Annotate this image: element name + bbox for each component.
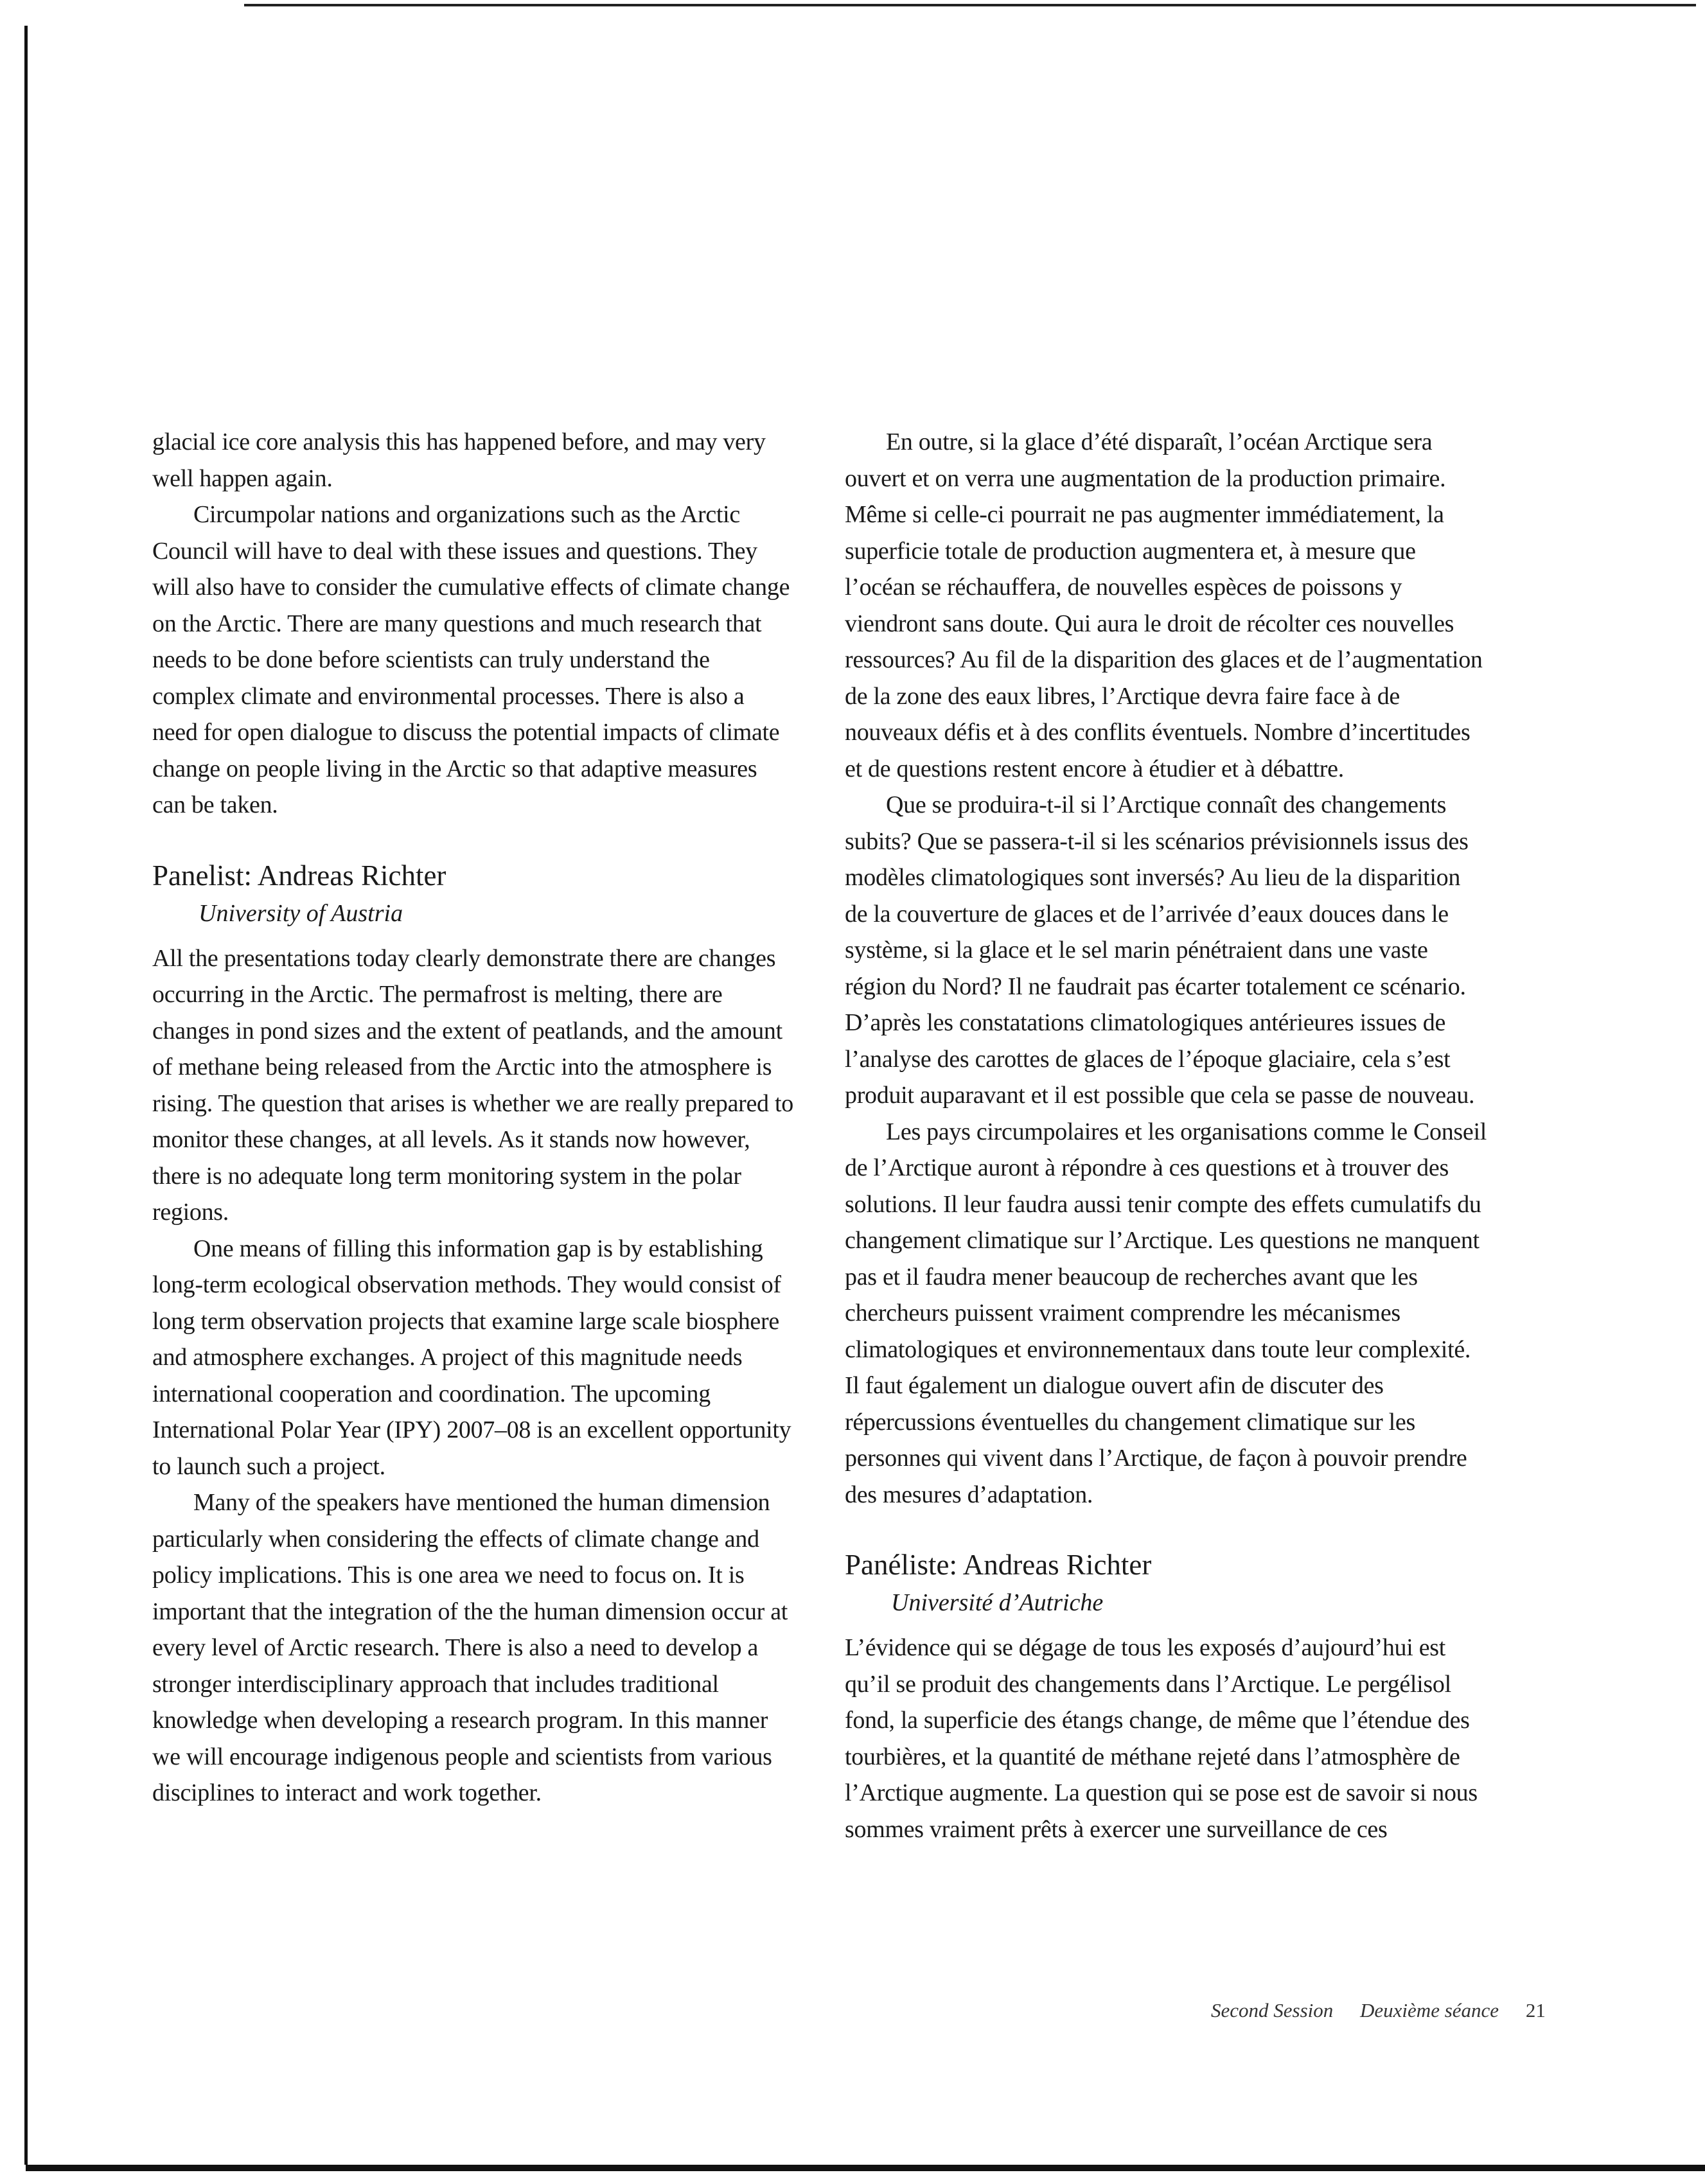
page-number: 21 (1525, 1999, 1546, 2021)
fr-paragraph-changements-subits: Que se produira-t-il si l’Arctique connaît des changements subits? Que se passera-t-il si les scénarios prévisionnels issus des modèles climatologiques sont inversés? Au lieu de la disparition de la couverture de glaces et de l’arrivée d’eaux douces dans le système, si la glace et le sel marin pénétraient dans une vaste région du Nord? Il ne faudrait pas écarter totalement ce scénario. D’après les constatations climatologiques antérieures issues de l’analyse des carottes de glaces de l’époque glaciaire, cela s’est produit auparavant et il est possible que cela se passe de nouveau. (845, 791, 1475, 1109)
page-footer (1211, 1999, 1546, 2022)
en-paragraph-information-gap: One means of filling this information gap is by establishing long-term ecological observation methods. They would consist of long term observation projects that examine large scale biosphere and atmosphere exchanges. A project of this magnitude needs international cooperation and coordination. The upcoming International Polar Year (IPY) 2007–08 is an excellent opportunity to launch such a project. (152, 1235, 791, 1480)
fr-paragraph-evidence: L’évidence qui se dégage de tous les exposés d’aujourd’hui est qu’il se produit des changements dans l’Arctique. Le pergélisol fond, la superficie des étangs change, de même que l’étendue des tourbières, et la quantité de méthane rejeté dans l’atmosphère de l’Arctique augmente. La question qui se pose est de savoir si nous sommes vraiment prêts à exercer une surveillance de ces (845, 1634, 1478, 1843)
english-column (152, 424, 795, 1811)
en-panelist-heading: Panelist: Andreas Richter (152, 859, 446, 892)
french-column (845, 424, 1487, 1847)
fr-panelist-affiliation: Université d’Autriche (891, 1589, 1104, 1616)
scan-border-top (244, 4, 1696, 6)
fr-panelist-heading: Panéliste: Andreas Richter (845, 1549, 1152, 1581)
footer-section-fr: Deuxième séance (1360, 1999, 1499, 2021)
en-paragraph-presentations: All the presentations today clearly demonstrate there are changes occurring in the Arctic. The permafrost is melting, there are changes in pond sizes and the extent of peatlands, and the amount of methane being released from the Arctic into the atmosphere is rising. The question that arises is whether we are really prepared to monitor these changes, at all levels. As it stands now however, there is no adequate long term monitoring system in the polar regions. (152, 944, 793, 1226)
scan-border-bottom (26, 2165, 1705, 2171)
en-paragraph-continued: glacial ice core analysis this has happened before, and may very well happen again. (152, 428, 766, 492)
en-paragraph-circumpolar: Circumpolar nations and organizations such as the Arctic Council will have to deal with these issues and questions. They will also have to consider the cumulative effects of climate change on the Arctic. There are many questions and much research that needs to be done before scientists can truly understand the complex climate and environmental processes. There is also a need for open dialogue to discuss the potential impacts of climate change on people living in the Arctic so that adaptive measures can be taken. (152, 501, 790, 818)
footer-section-en: Second Session (1211, 1999, 1334, 2021)
en-paragraph-human-dimension: Many of the speakers have mentioned the human dimension particularly when considering the effects of climate change and policy implications. This is one area we need to focus on. It is important that the integration of the the human dimension occur at every level of Arctic research. There is also a need to develop a stronger interdisciplinary approach that includes traditional knowledge when developing a research program. In this manner we will encourage indigenous people and scientists from various disciplines to interact and work together. (152, 1489, 788, 1806)
fr-paragraph-pays-circumpolaires: Les pays circumpolaires et les organisations comme le Conseil de l’Arctique auront à répondre à ces questions et à trouver des solutions. Il leur faudra aussi tenir compte des effets cumulatifs du changement climatique sur l’Arctique. Les questions ne manquent pas et il faudra mener beaucoup de recherches avant que les chercheurs puissent vraiment comprendre les mécanismes climatologiques et environnementaux dans toute leur complexité. Il faut également un dialogue ouvert afin de discuter des répercussions éventuelles du changement climatique sur les personnes qui vivent dans l’Arctique, de façon à pouvoir prendre des mesures d’adaptation. (845, 1118, 1487, 1508)
en-panelist-affiliation: University of Austria (199, 899, 403, 927)
fr-paragraph-en-outre: En outre, si la glace d’été disparaît, l’océan Arctique sera ouvert et on verra une augmentation de la production primaire. Même si celle-ci pourrait ne pas augmenter immédiatement, la superficie totale de production augmentera et, à mesure que l’océan se réchauffera, de nouvelles espèces de poissons y viendront sans doute. Qui aura le droit de récolter ces nouvelles ressources? Au fil de la disparition des glaces et de l’augmentation de la zone des eaux libres, l’Arctique devra faire face à de nouveaux défis et à des conflits éventuels. Nombre d’incertitudes et de questions restent encore à étudier et à débattre. (845, 428, 1483, 782)
scan-border-left (24, 26, 28, 2165)
